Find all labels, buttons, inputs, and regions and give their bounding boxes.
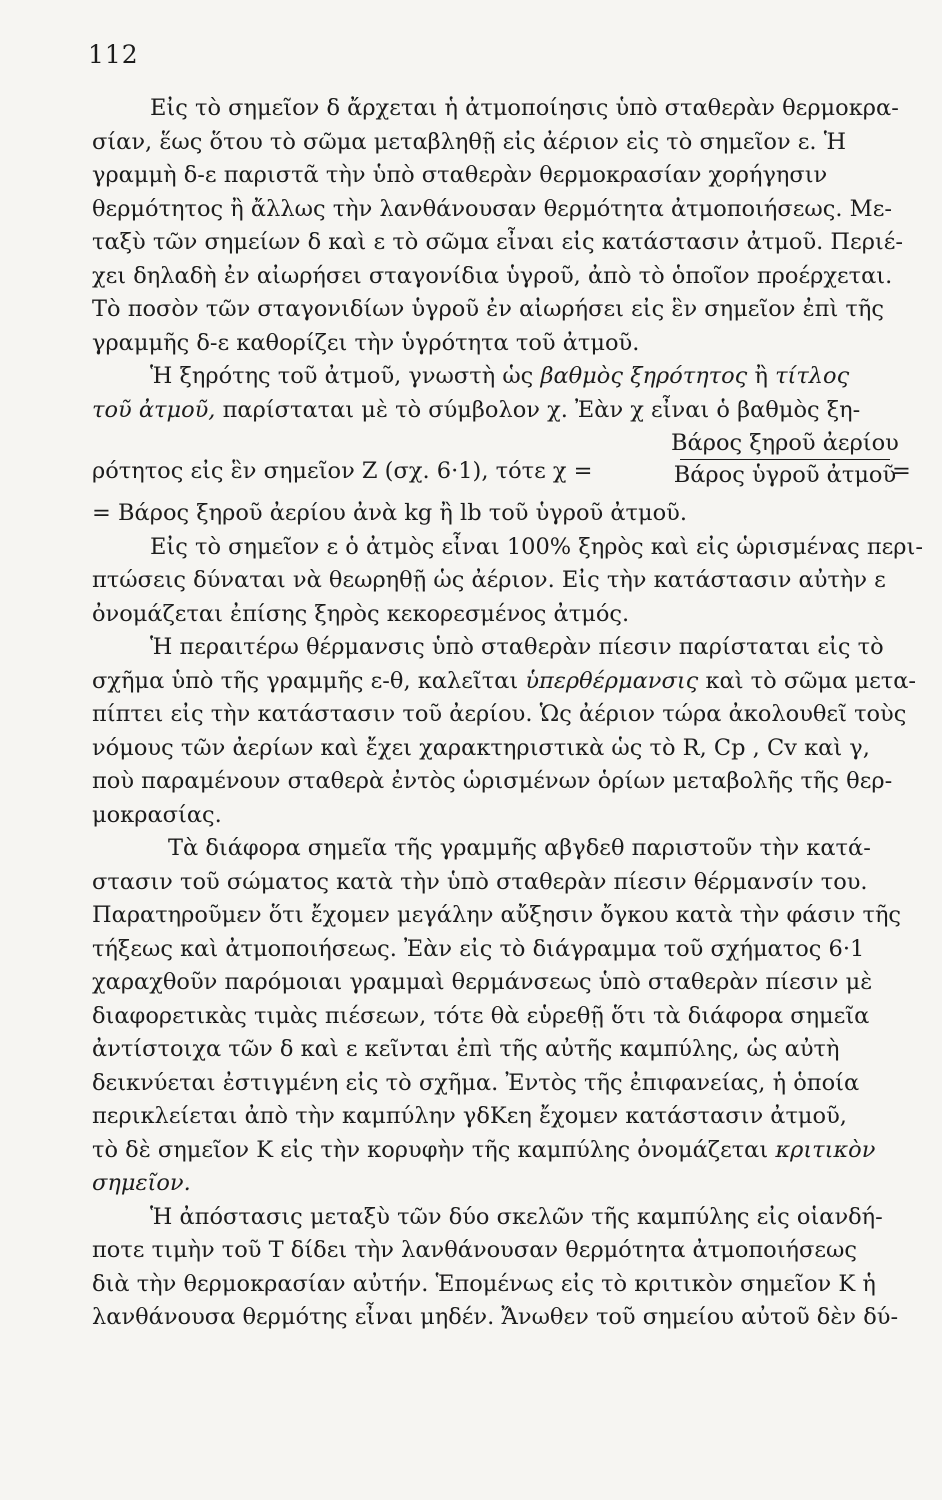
italic-term: βαθμὸς ξηρότητος: [540, 363, 748, 389]
formula-fraction: [667, 427, 903, 490]
text-line: διὰ τὴν θερμοκρασίαν αὐτήν. Ἑπομένως εἰς τὸ κριτικὸν σημεῖον Κ ἡ: [92, 1270, 876, 1297]
formula-numerator: Βάρος ξηροῦ ἀερίου: [671, 430, 899, 456]
text-line: Τὰ διάφορα σημεῖα τῆς γραμμῆς αβγδεθ παριστοῦν τὴν κατά-: [168, 835, 871, 861]
text-line: μοκρασίας.: [92, 801, 222, 828]
text-line: Εἰς τὸ σημεῖον δ ἄρχεται ἡ ἀτμοποίησις ὑπὸ σταθερὰν θερμοκρα-: [150, 95, 899, 121]
text-line: ποτε τιμὴν τοῦ Τ δίδει τὴν λανθάνουσαν θερμότητα ἀτμοποιήσεως: [92, 1237, 857, 1263]
text-line: σίαν, ἕως ὅτου τὸ σῶμα μεταβληθῇ εἰς ἀέριον εἰς τὸ σημεῖον ε. Ἡ: [92, 128, 847, 155]
italic-term: κριτικὸν: [775, 1136, 876, 1163]
text-run: παρίσταται μὲ τὸ σύμβολον χ. Ἐὰν χ εἶναι ὁ βαθμὸς ξη-: [222, 396, 861, 423]
text-line: ταξὺ τῶν σημείων δ καὶ ε τὸ σῶμα εἶναι εἰς κατάστασιν ἀτμοῦ. Περιέ-: [92, 229, 904, 255]
italic-term: τοῦ ἀτμοῦ,: [92, 396, 216, 423]
text-line: Ἡ ἀπόστασις μεταξὺ τῶν δύο σκελῶν τῆς καμπύλης εἰς οἱανδή-: [150, 1203, 883, 1230]
body-text: [92, 92, 942, 1335]
text-line: [92, 394, 942, 428]
text-line: ὀνομάζεται ἐπίσης ξηρὸς κεκορεσμένος ἀτμός.: [92, 600, 630, 627]
text-run: σχῆμα ὑπὸ τῆς γραμμῆς ε-θ, καλεῖται: [92, 667, 519, 694]
text-line: γραμμὴ δ-ε παριστᾶ τὴν ὑπὸ σταθερὰν θερμοκρασίαν χορήγησιν: [92, 162, 828, 188]
text-line: χει δηλαδὴ ἐν αἰωρήσει σταγονίδια ὑγροῦ, ἀπὸ τὸ ὁποῖον προέρχεται.: [92, 262, 893, 289]
italic-term: σημεῖον.: [92, 1170, 191, 1196]
text-run: τὸ δὲ σημεῖον Κ εἰς τὴν κορυφὴν τῆς καμπύλης ὀνομάζεται: [92, 1136, 769, 1163]
italic-term: ὑπερθέρμανσις: [525, 667, 699, 694]
text-line: τήξεως καὶ ἀτμοποιήσεως. Ἐὰν εἰς τὸ διάγραμμα τοῦ σχήματος 6·1: [92, 935, 865, 962]
text-line: στασιν τοῦ σώματος κατὰ τὴν ὑπὸ σταθερὰν πίεσιν θέρμανσίν του.: [92, 868, 868, 895]
formula-equals: =: [892, 458, 911, 484]
text-run: Ἡ ξηρότης τοῦ ἀτμοῦ, γνωστὴ ὡς: [150, 363, 534, 389]
text-line: πτώσεις δύναται νὰ θεωρηθῇ ὡς ἀέριον. Εἰς τὴν κατάστασιν αὐτὴν ε: [92, 567, 886, 593]
text-line: χαραχθοῦν παρόμοιαι γραμμαὶ θερμάνσεως ὑπὸ σταθερὰν πίεσιν μὲ: [92, 969, 873, 995]
text-line: ἀντίστοιχα τῶν δ καὶ ε κεῖνται ἐπὶ τῆς αὐτῆς καμπύλης, ὡς αὐτὴ: [92, 1036, 840, 1062]
text-line: δεικνύεται ἐστιγμένη εἰς τὸ σχῆμα. Ἐντὸς τῆς ἐπιφανείας, ἡ ὁποία: [92, 1069, 860, 1096]
text-run: ἢ: [754, 363, 768, 389]
text-line: [92, 360, 942, 394]
text-line: Ἡ περαιτέρω θέρμανσις ὑπὸ σταθερὰν πίεσιν παρίσταται εἰς τὸ: [150, 634, 884, 660]
text-line: [92, 1134, 942, 1168]
text-line: Παρατηροῦμεν ὅτι ἔχομεν μεγάλην αὔξησιν ὄγκου κατὰ τὴν φάσιν τῆς: [92, 902, 902, 928]
formula-denominator: Βάρος ὑγροῦ ἀτμοῦ: [673, 462, 897, 488]
text-line: πίπτει εἰς τὴν κατάστασιν τοῦ ἀερίου. Ὡς ἀέριον τώρα ἀκολουθεῖ τοὺς: [92, 701, 907, 727]
formula: [92, 427, 942, 497]
text-line: θερμότητος ἢ ἄλλως τὴν λανθάνουσαν θερμότητα ἀτμοποιήσεως. Με-: [92, 195, 892, 222]
page-number: 112: [88, 40, 139, 69]
formula-lead-text: ρότητος εἰς ἓν σημεῖον Ζ (σχ. 6·1), τότε χ =: [92, 458, 593, 484]
text-line: ποὺ παραμένουν σταθερὰ ἐντὸς ὡρισμένων ὁρίων μεταβολῆς τῆς θερ-: [92, 768, 893, 794]
text-run: καὶ τὸ σῶμα μετα-: [705, 667, 917, 694]
text-line: νόμους τῶν ἀερίων καὶ ἔχει χαρακτηριστικὰ ὡς τὸ R, Cp , Cv καὶ γ,: [92, 734, 870, 761]
text-line: Εἰς τὸ σημεῖον ε ὁ ἀτμὸς εἶναι 100% ξηρὸς καὶ εἰς ὡρισμένας περι-: [150, 533, 923, 560]
text-line: = Βάρος ξηροῦ ἀερίου ἀνὰ kg ἢ lb τοῦ ὑγροῦ ἀτμοῦ.: [92, 500, 687, 526]
text-line: λανθάνουσα θερμότης εἶναι μηδέν. Ἄνωθεν τοῦ σημείου αὐτοῦ δὲν δύ-: [92, 1304, 899, 1330]
text-line: περικλείεται ἀπὸ τὴν καμπύλην γδΚεη ἔχομεν κατάστασιν ἀτμοῦ,: [92, 1103, 847, 1129]
text-line: [92, 665, 942, 699]
italic-term: τίτλος: [775, 363, 850, 389]
text-line: διαφορετικὰς τιμὰς πιέσεων, τότε θὰ εὑρεθῇ ὅτι τὰ διάφορα σημεῖα: [92, 1002, 870, 1029]
text-line: Τὸ ποσὸν τῶν σταγονιδίων ὑγροῦ ἐν αἰωρήσει εἰς ἓν σημεῖον ἐπὶ τῆς: [92, 296, 884, 322]
text-line: γραμμῆς δ-ε καθορίζει τὴν ὑγρότητα τοῦ ἀτμοῦ.: [92, 329, 640, 356]
